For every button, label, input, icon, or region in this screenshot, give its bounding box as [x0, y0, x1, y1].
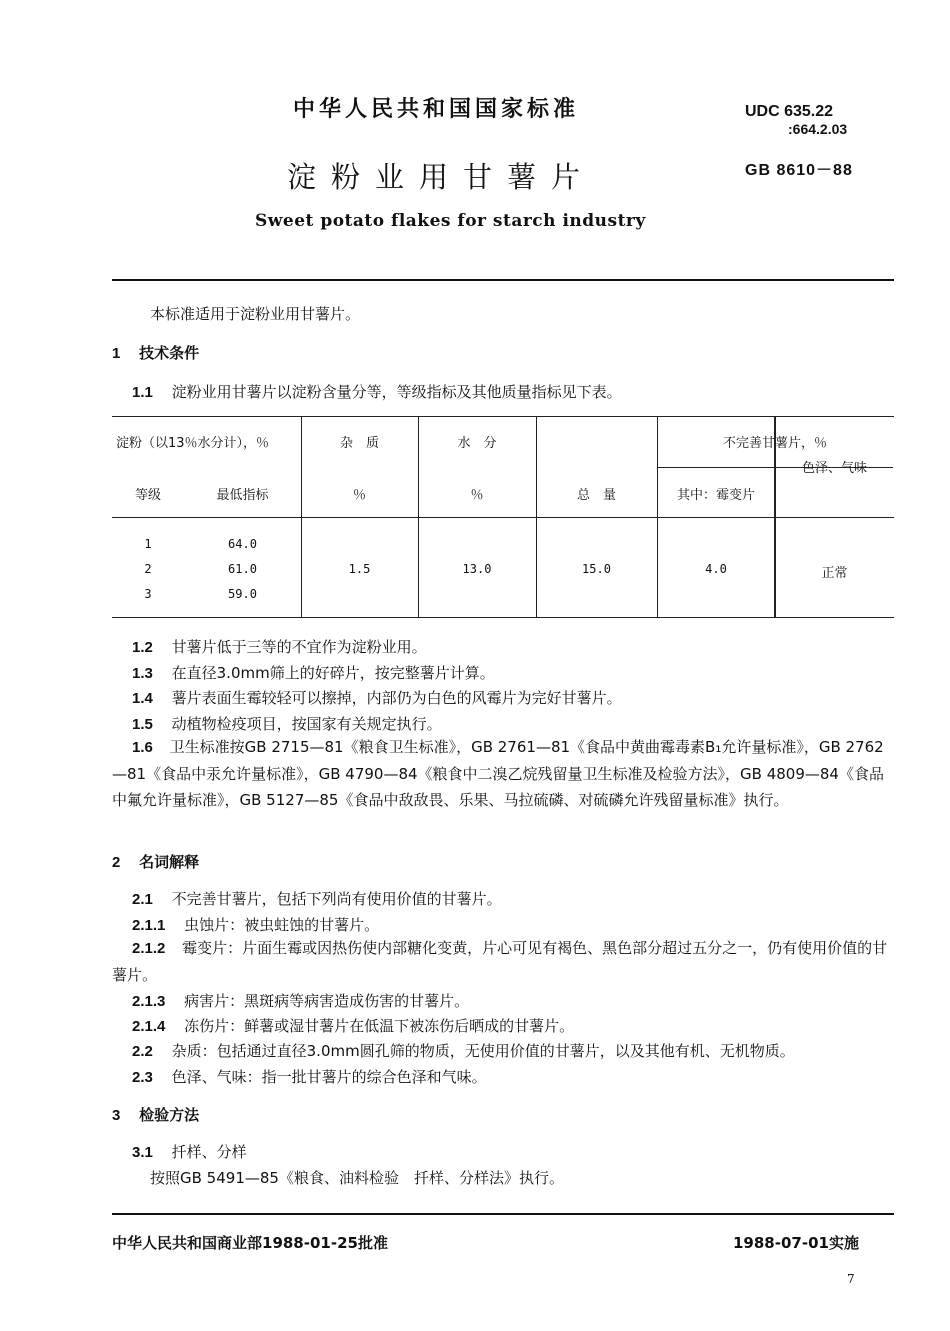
- clause-number: 1.5: [132, 716, 153, 733]
- clause-number: 2.1.3: [132, 993, 166, 1010]
- clause-text: 卫生标准按GB 2715—81《粮食卫生标准》，GB 2761—81《食品中黄曲霉毒素B₁允许量标准》，GB 2762—81《食品中汞允许量标准》，GB 4790—84《粮食中二溴乙烷残留量卫生标准及检验方法》，GB 4809—84《食品中氟允许量标准》，GB 5127—85《食品中敌敌畏、乐果、马拉硫磷、对硫磷允许残留量标准》执行。: [112, 738, 884, 809]
- page-number: 7: [847, 1272, 855, 1286]
- header-impurity-unit: ％: [352, 488, 366, 503]
- grade-cell: 1: [144, 537, 152, 551]
- section-number: 2: [112, 854, 121, 871]
- clause-text: 不完善甘薯片，包括下列尚有使用价值的甘薯片。: [171, 890, 502, 908]
- header-total: 总 量: [576, 488, 616, 503]
- grade-cell: 2: [144, 562, 152, 576]
- top-divider: [112, 279, 894, 281]
- min-index-cell: 61.0: [228, 562, 257, 576]
- clause-1-2: [132, 636, 427, 657]
- clause-number: 2.1.2: [132, 940, 166, 957]
- clause-2-1-1: [132, 914, 379, 935]
- section-title: 名词解释: [139, 853, 200, 871]
- clause-number: 1.6: [132, 739, 153, 756]
- color-odor-cell: 正常: [821, 566, 848, 581]
- section-title: 技术条件: [139, 344, 200, 362]
- clause-2-1-3: [132, 990, 469, 1011]
- section-2-heading: [112, 851, 199, 872]
- document-title: 淀粉业用甘薯片: [287, 160, 596, 194]
- clause-1-1: [132, 381, 622, 402]
- clause-number: 1.3: [132, 665, 153, 682]
- clause-number: 1.1: [132, 384, 153, 401]
- clause-number: 2.1.4: [132, 1018, 166, 1035]
- udc-code: UDC 635.22: [745, 103, 834, 120]
- clause-text: 冻伤片：鲜薯或湿甘薯片在低温下被冻伤后晒成的甘薯片。: [184, 1017, 575, 1035]
- clause-1-3: [132, 662, 495, 683]
- grade-cell: 3: [144, 587, 152, 601]
- clause-2-1-4: [132, 1015, 574, 1036]
- header-moldy: 其中：霉变片: [676, 488, 755, 503]
- table-header-divider: [112, 517, 894, 518]
- english-title: Sweet potato flakes for starch industry: [255, 211, 646, 231]
- header-starch: 淀粉（以13％水分计），％: [116, 436, 270, 451]
- clause-text: 杂质：包括通过直径3.0mm圆孔筛的物质，无使用价值的甘薯片，以及其他有机、无机物质。: [171, 1042, 795, 1060]
- section-number: 3: [112, 1107, 121, 1124]
- clause-1-5: [132, 713, 442, 734]
- bottom-divider: [112, 1213, 894, 1215]
- clause-number: 2.2: [132, 1043, 153, 1060]
- clause-2-3: [132, 1066, 487, 1087]
- clause-number: 2.3: [132, 1069, 153, 1086]
- gb-code: GB 8610－88: [745, 162, 853, 179]
- header-min-index: 最低指标: [216, 488, 269, 503]
- clause-text: 动植物检疫项目，按国家有关规定执行。: [171, 715, 442, 733]
- section-3-heading: [112, 1104, 199, 1125]
- clause-text: 淀粉业用甘薯片以淀粉含量分等，等级指标及其他质量指标见下表。: [171, 383, 622, 401]
- clause-3-1-body: 按照GB 5491—85《粮食、油料检验 扦样、分样法》执行。: [150, 1169, 564, 1187]
- clause-text: 薯片表面生霉较轻可以擦掉，内部仍为白色的风霉片为完好甘薯片。: [171, 689, 622, 707]
- clause-text: 在直径3.0mm筛上的好碎片，按完整薯片计算。: [171, 664, 495, 682]
- clause-number: 2.1: [132, 891, 153, 908]
- min-index-cell: 64.0: [228, 537, 257, 551]
- clause-1-6: [112, 734, 894, 813]
- intro-text: 本标准适用于淀粉业用甘薯片。: [150, 305, 361, 323]
- clause-number: 1.4: [132, 690, 153, 707]
- clause-text: 扦样、分样: [171, 1143, 247, 1161]
- header-grade: 等级: [134, 488, 161, 503]
- clause-text: 霉变片：片面生霉或因热伤使内部糖化变黄，片心可见有褐色、黑色部分超过五分之一，仍有使用价值的甘薯片。: [112, 939, 888, 984]
- implementation-date: 1988-07-01实施: [733, 1234, 859, 1252]
- clause-text: 甘薯片低于三等的不宜作为淀粉业用。: [171, 638, 427, 656]
- header-imperfect: 不完善甘薯片，％: [722, 436, 827, 451]
- clause-2-1-2: [112, 935, 894, 988]
- national-standard-title: 中华人民共和国国家标准: [293, 97, 580, 122]
- quality-index-table: [112, 416, 894, 618]
- clause-number: 2.1.1: [132, 917, 166, 934]
- clause-number: 3.1: [132, 1144, 153, 1161]
- clause-1-4: [132, 687, 622, 708]
- header-moisture-unit: ％: [470, 488, 484, 503]
- udc-subcode: :664.2.03: [788, 121, 848, 137]
- clause-number: 1.2: [132, 639, 153, 656]
- header-color-odor: 色泽、气味: [801, 461, 867, 476]
- moisture-cell: 13.0: [462, 562, 492, 576]
- section-1-heading: [112, 342, 199, 363]
- min-index-cell: 59.0: [228, 587, 257, 601]
- clause-text: 虫蚀片：被虫蛀蚀的甘薯片。: [184, 916, 380, 934]
- clause-text: 色泽、气味：指一批甘薯片的综合色泽和气味。: [171, 1068, 487, 1086]
- total-cell: 15.0: [582, 562, 611, 576]
- approval-line: 中华人民共和国商业部1988-01-25批准: [112, 1234, 388, 1252]
- clause-text: 病害片：黑斑病等病害造成伤害的甘薯片。: [184, 992, 470, 1010]
- clause-2-2: [132, 1040, 795, 1061]
- header-impurity: 杂 质: [339, 436, 379, 451]
- section-number: 1: [112, 345, 121, 362]
- impurity-cell: 1.5: [348, 562, 371, 576]
- moldy-cell: 4.0: [705, 562, 727, 576]
- section-title: 检验方法: [139, 1106, 200, 1124]
- clause-3-1: [132, 1141, 247, 1162]
- header-moisture: 水 分: [457, 436, 497, 451]
- clause-2-1: [132, 888, 502, 909]
